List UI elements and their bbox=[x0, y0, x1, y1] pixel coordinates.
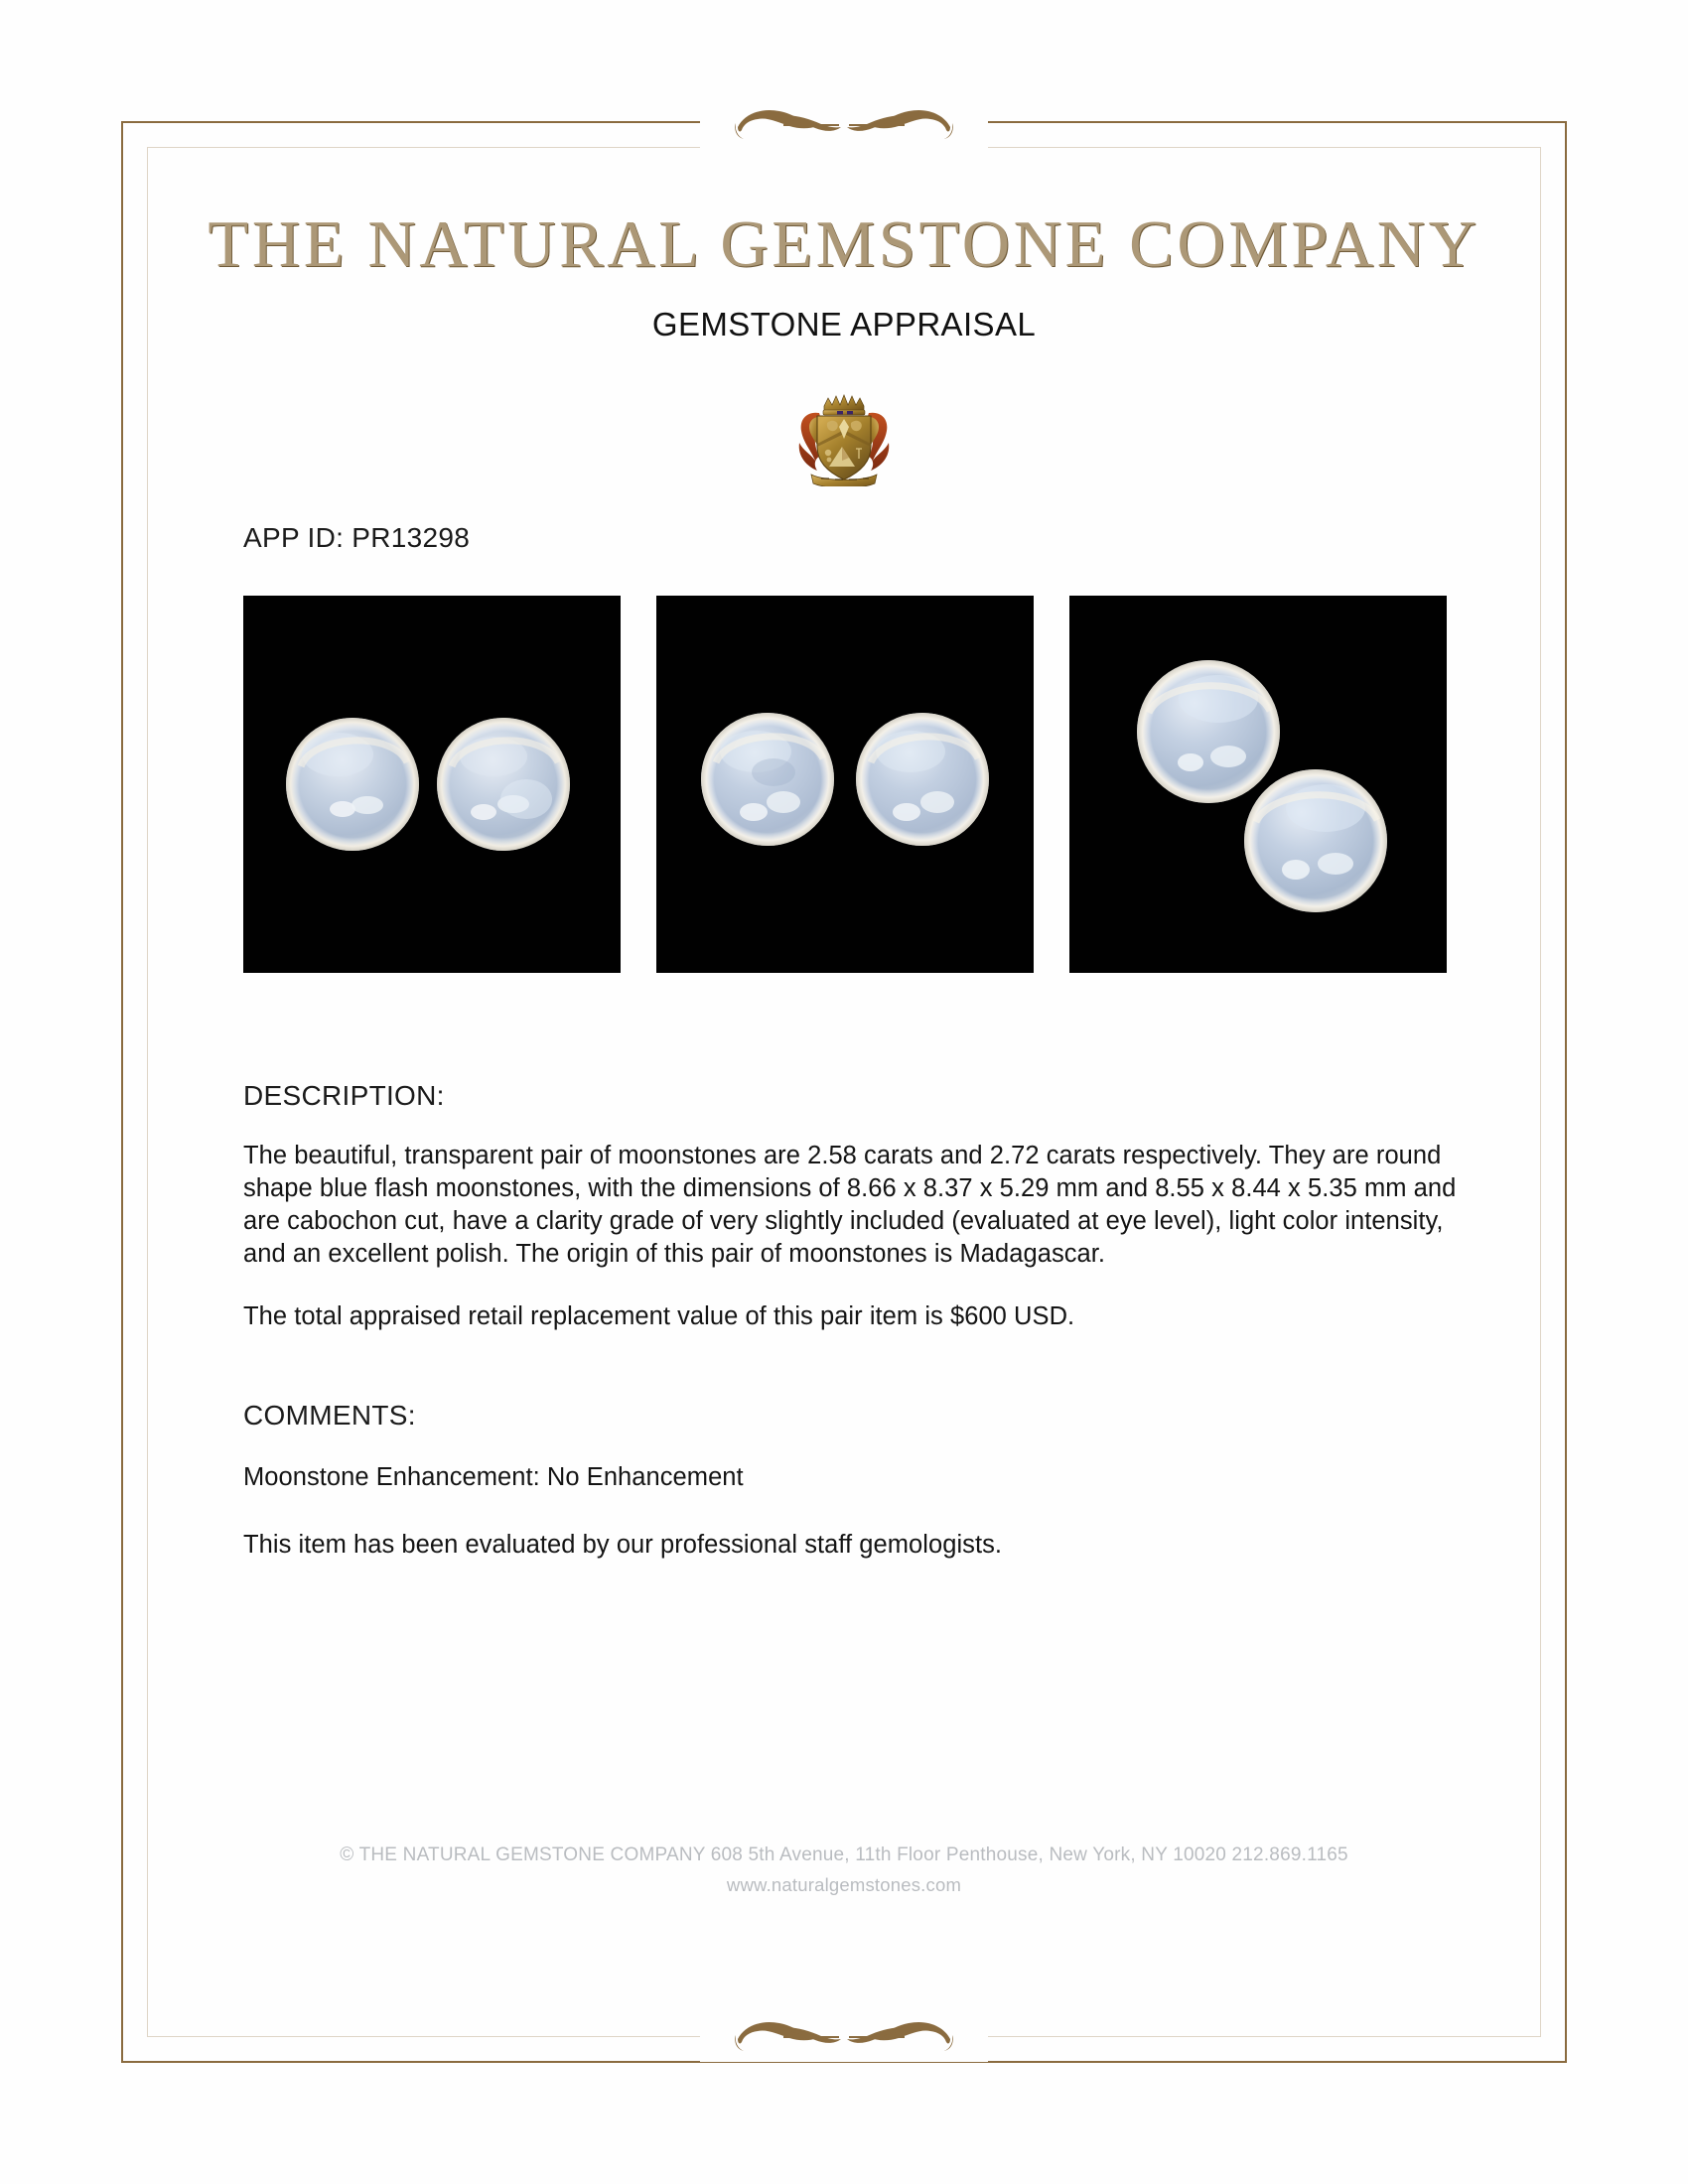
description-text: The beautiful, transparent pair of moonstones are 2.58 carats and 2.72 carats respectively. They are round shape blue flash moonstones, with the dimensions of 8.66 x 8.37 x 5.29 mm and 8.55 x 8.44 x 5.35 mm and are cabochon cut, have a clarity grade of very slightly included (evaluated at eye level), light color intensity, and an excellent polish. The origin of this pair of moonstones is Madagascar. bbox=[243, 1142, 1457, 1268]
evaluation-comment: This item has been evaluated by our professional staff gemologists. bbox=[243, 1531, 1003, 1559]
footer-address-line: © THE NATURAL GEMSTONE COMPANY 608 5th Avenue, 11th Floor Penthouse, New York, NY 10020 212.869.1165 bbox=[340, 1844, 1348, 1865]
enhancement-comment: Moonstone Enhancement: No Enhancement bbox=[243, 1463, 744, 1491]
gem-photo-1 bbox=[243, 596, 621, 973]
appraised-value-text: The total appraised retail replacement value of this pair item is $600 USD. bbox=[243, 1302, 1075, 1330]
gem-photo-strip bbox=[243, 596, 1447, 973]
page-title: THE NATURAL GEMSTONE COMPANY bbox=[208, 207, 1480, 281]
comments-heading: COMMENTS: bbox=[243, 1400, 416, 1431]
page-subtitle: GEMSTONE APPRAISAL bbox=[651, 306, 1037, 342]
gem-photo-2 bbox=[656, 596, 1034, 973]
content-area bbox=[147, 147, 1541, 2037]
gem-photo-3 bbox=[1069, 596, 1447, 973]
footer-website-link[interactable]: www.naturalgemstones.com bbox=[726, 1874, 962, 1895]
description-heading: DESCRIPTION: bbox=[243, 1080, 445, 1111]
page-footer bbox=[147, 1841, 1541, 1900]
crest-container bbox=[147, 389, 1541, 486]
app-id-label: APP ID: PR13298 bbox=[243, 522, 471, 553]
heraldic-crest-icon bbox=[785, 389, 903, 486]
